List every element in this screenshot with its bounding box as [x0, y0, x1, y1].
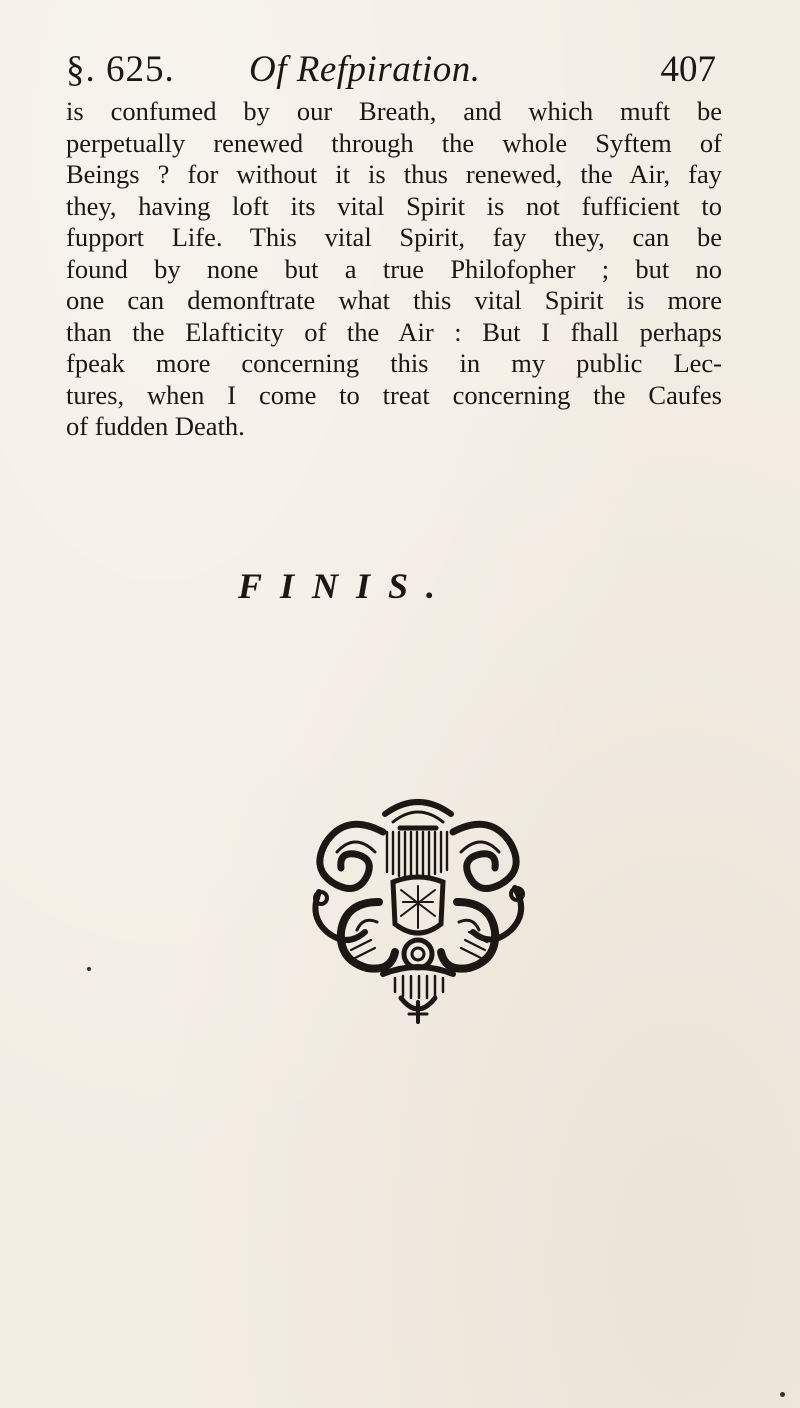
- text-line: tures, when I come to treat concerning the Caufes: [66, 379, 722, 410]
- text-line: than the Elafticity of the Air : But I fhall perhaps: [66, 316, 722, 347]
- body-paragraph: [66, 96, 722, 443]
- section-number: §. 625.: [66, 49, 175, 90]
- text-line: Beings ? for without it is thus renewed, the Air, fay: [66, 159, 722, 189]
- text-line: found by none but a true Philofopher ; but no: [66, 253, 722, 284]
- finis-label: FINIS.: [238, 566, 454, 606]
- page-number: 407: [660, 49, 716, 90]
- text-line: of fudden Death.: [66, 411, 245, 441]
- text-line: is confumed by our Breath, and which muft be: [66, 96, 722, 126]
- text-line: one can demonftrate what this vital Spirit is more: [66, 285, 722, 315]
- text-line: they, having loft its vital Spirit is not fufficient to: [66, 190, 722, 221]
- ink-speck: [87, 967, 91, 971]
- running-header: [66, 40, 716, 100]
- text-line: fupport Life. This vital Spirit, fay they, can be: [66, 222, 722, 252]
- text-line: fpeak more concerning this in my public Lec-: [66, 348, 722, 378]
- engraved-ornament-icon: [305, 792, 531, 1024]
- running-title: Of Refpiration.: [249, 49, 481, 90]
- text-line: perpetually renewed through the whole Syftem of: [66, 127, 722, 158]
- ink-speck: [780, 1392, 785, 1397]
